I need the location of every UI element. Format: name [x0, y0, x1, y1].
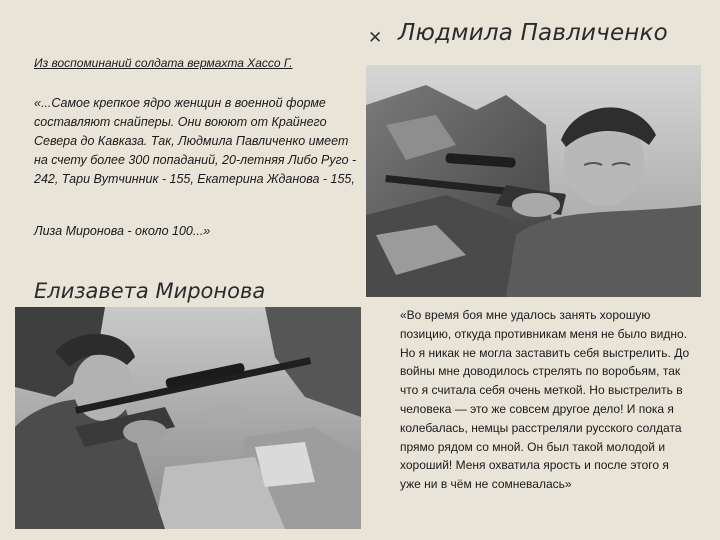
photo-pavlichenko — [366, 65, 701, 297]
memoir-quote-tail: Лиза Миронова - около 100...» — [34, 224, 211, 238]
subtitle-mironova: Елизавета Миронова — [34, 279, 266, 303]
x-bullet-icon: ✕ — [368, 28, 383, 48]
mironova-quote: «Во время боя мне удалось занять хорошую позицию, откуда противникам меня не было видно. Но я никак не могла заставить себя выстрелить. До войны мне доводилось стрелять по воробьям, так что я считала себя очень меткой. Но выстрелить в человека — это же совсем другое дело! И пока я колебалась, немцы расстреляли русского солдата прямо рядом со мной. Он был такой молодой и хороший! Меня охватила ярость и после этого я уже ни в чём не сомневалась» — [400, 308, 690, 492]
photo-mironova-image — [15, 307, 361, 529]
slide-title: Людмила Павличенко — [398, 20, 668, 46]
photo-mironova — [15, 307, 361, 529]
memoir-quote: «...Самое крепкое ядро женщин в военной форме составляют снайперы. Они воюют от Крайнего Севера до Кавказа. Так, Людмила Павличенко имеет на счету более 300 попаданий, 20-летняя Либо Руго - 242, Тари Вутчинник - 155, Екатерина Жданова - 155, — [34, 96, 357, 186]
photo-pavlichenko-image — [366, 65, 701, 297]
memoir-header: Из воспоминаний солдата вермахта Хассо Г. — [34, 56, 293, 70]
